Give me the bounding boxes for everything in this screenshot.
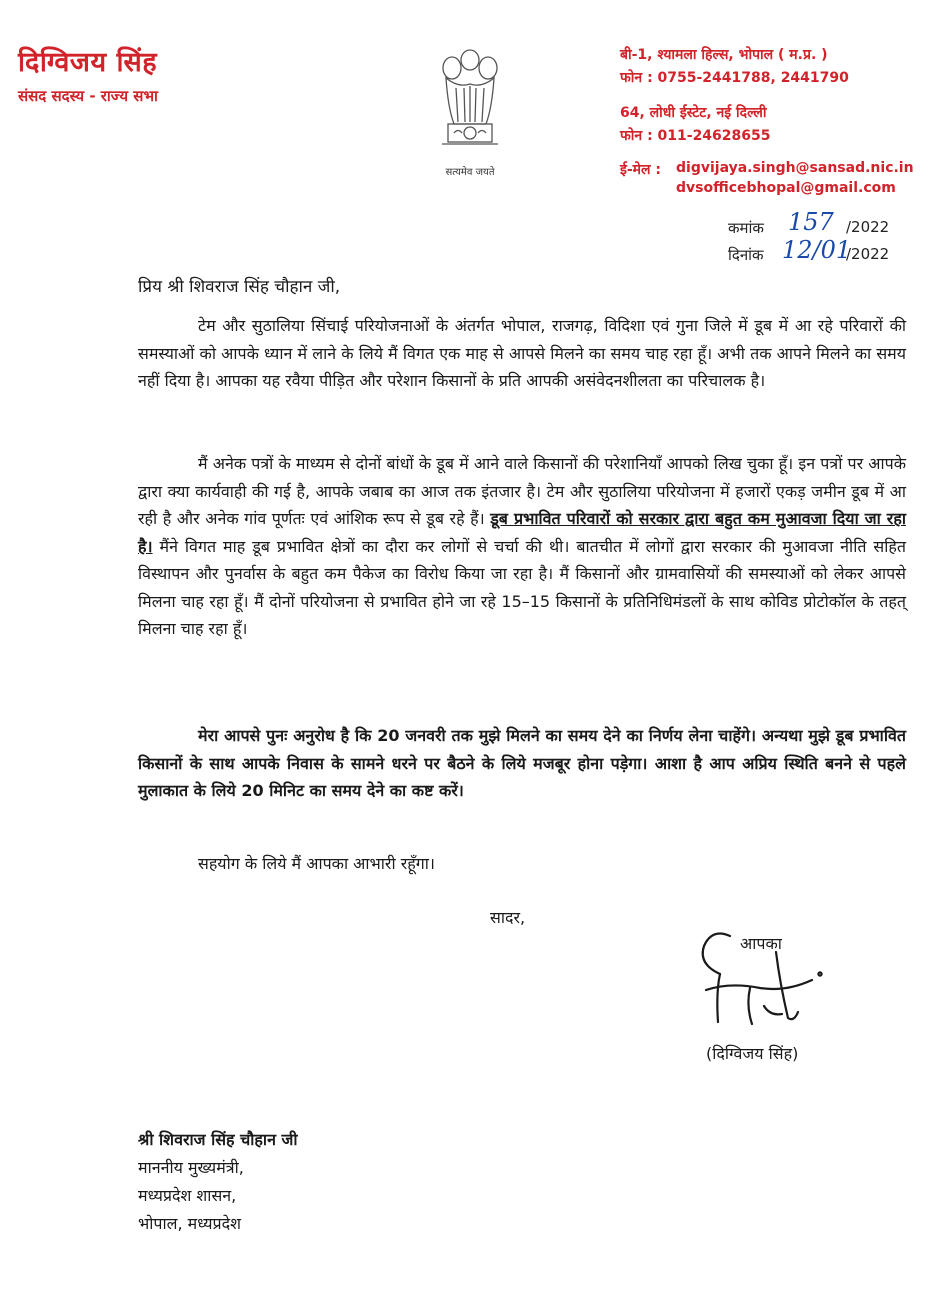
recipient-line-2: मध्यप्रदेश शासन, <box>138 1186 237 1205</box>
email-primary: digvijaya.singh@sansad.nic.in <box>676 160 914 176</box>
paragraph-4-text: सहयोग के लिये मैं आपका आभारी रहूँगा। <box>198 854 435 873</box>
recipient-line-3: भोपाल, मध्यप्रदेश <box>138 1214 241 1233</box>
ref-number-label: कमांक <box>728 219 764 237</box>
salutation: प्रिय श्री शिवराज सिंह चौहान जी, <box>138 277 341 297</box>
paragraph-2 <box>138 450 906 643</box>
date-label: दिनांक <box>728 246 764 264</box>
address-bhopal: बी-1, श्यामला हिल्स, भोपाल ( म.प्र. ) <box>620 47 828 63</box>
paragraph-3-text: मेरा आपसे पुनः अनुरोध है कि 20 जनवरी तक मुझे मिलने का समय देने का निर्णय लेना चाहेंगे। अन्यथा मुझे डूब प्रभावित किसानों के साथ आपके निवास के सामने धरने पर बैठने के लिये मजबूर होना पड़ेगा। आशा है आप अप्रिय स्थिति बनने से पहले मुलाकात के लिये 20 मिनिट का समय देने का कष्ट करें। <box>138 726 906 800</box>
paragraph-2-text-c: मैंने विगत माह डूब प्रभावित क्षेत्रों का दौरा कर लोगों से चर्चा की थी। बातचीत में लोगों द्वारा सरकार की मुआवजा नीति सहित विस्थापन और पुनर्वास के बहुत कम पैकेज का विरोध किया जा रहा है। मैं किसानों और ग्रामवासियों की समस्याओं को लेकर आपसे मिलना चाह रहा हूँ। मैं दोनों परियोजना से प्रभावित होने जा रहे 15–15 किसानों के प्रतिनिधिमंडलों के साथ कोविड प्रोटोकॉल के तहत् मिलना चाह रहा हूँ। <box>138 536 906 638</box>
paragraph-1-text: टेम और सुठालिया सिंचाई परियोजनाओं के अंतर्गत भोपाल, राजगढ़, विदिशा एवं गुना जिले में डूब में आ रहे परिवारों की समस्याओं को आपके ध्यान में लाने के लिये मैं विगत एक माह से आपसे मिलने का समय चाह रहा हूँ। अभी तक आपने मिलने का समय नहीं दिया है। आपका यह रवैया पीड़ित और परेशान किसानों के प्रति आपकी असंवेदनशीलता का परिचालक है। <box>138 316 906 390</box>
sender-name: दिग्विजय सिंह <box>18 47 158 78</box>
phone-delhi: फोन : 011-24628655 <box>620 128 771 144</box>
signature-icon <box>690 922 830 1042</box>
recipient-line-1: माननीय मुख्यमंत्री, <box>138 1158 244 1177</box>
sender-designation: संसद सदस्य - राज्य सभा <box>18 87 158 105</box>
email-label: ई-मेल : <box>620 162 662 178</box>
signatory-name: (दिग्विजय सिंह) <box>706 1044 799 1063</box>
paragraph-2-text-a: मैं अनेक पत्रों के माध्यम से दोनों बांधों के डूब में आने वाले किसानों की परेशानियाँ आपको लिख चुका हूँ। इन पत्रों पर आपके द्वारा क्या कार्यवाही की गई है, आपके जबाब का आज तक इंतजार है। टेम और सुठालिया परियोजना में हजारों एकड़ जमीन डूब में आ रही है और अनेक गांव पूर्णतः एवं आंशिक रूप से डूब रहे हैं। <box>138 454 906 528</box>
email-secondary: dvsofficebhopal@gmail.com <box>676 180 896 196</box>
closing-regards: सादर, <box>490 908 526 927</box>
national-emblem-icon <box>428 38 512 178</box>
paragraph-2-underlined: डूब प्रभावित परिवारों को सरकार द्वारा बहुत कम मुआवजा दिया जा रहा है। <box>138 509 906 556</box>
phone-bhopal: फोन : 0755-2441788, 2441790 <box>620 70 849 86</box>
ref-number-handwritten: 157 <box>788 208 834 236</box>
ref-number-year: /2022 <box>846 218 890 236</box>
recipient-name: श्री शिवराज सिंह चौहान जी <box>138 1130 298 1149</box>
address-delhi: 64, लोधी ईस्टेट, नई दिल्ली <box>620 105 767 121</box>
date-year: /2022 <box>846 245 890 263</box>
paragraph-3 <box>138 722 906 805</box>
paragraph-1 <box>138 312 906 395</box>
paragraph-4 <box>138 850 906 878</box>
emblem-motto: सत्यमेव जयते <box>445 167 495 178</box>
closing-yours: आपका <box>740 934 782 953</box>
date-handwritten: 12/01 <box>782 236 852 264</box>
